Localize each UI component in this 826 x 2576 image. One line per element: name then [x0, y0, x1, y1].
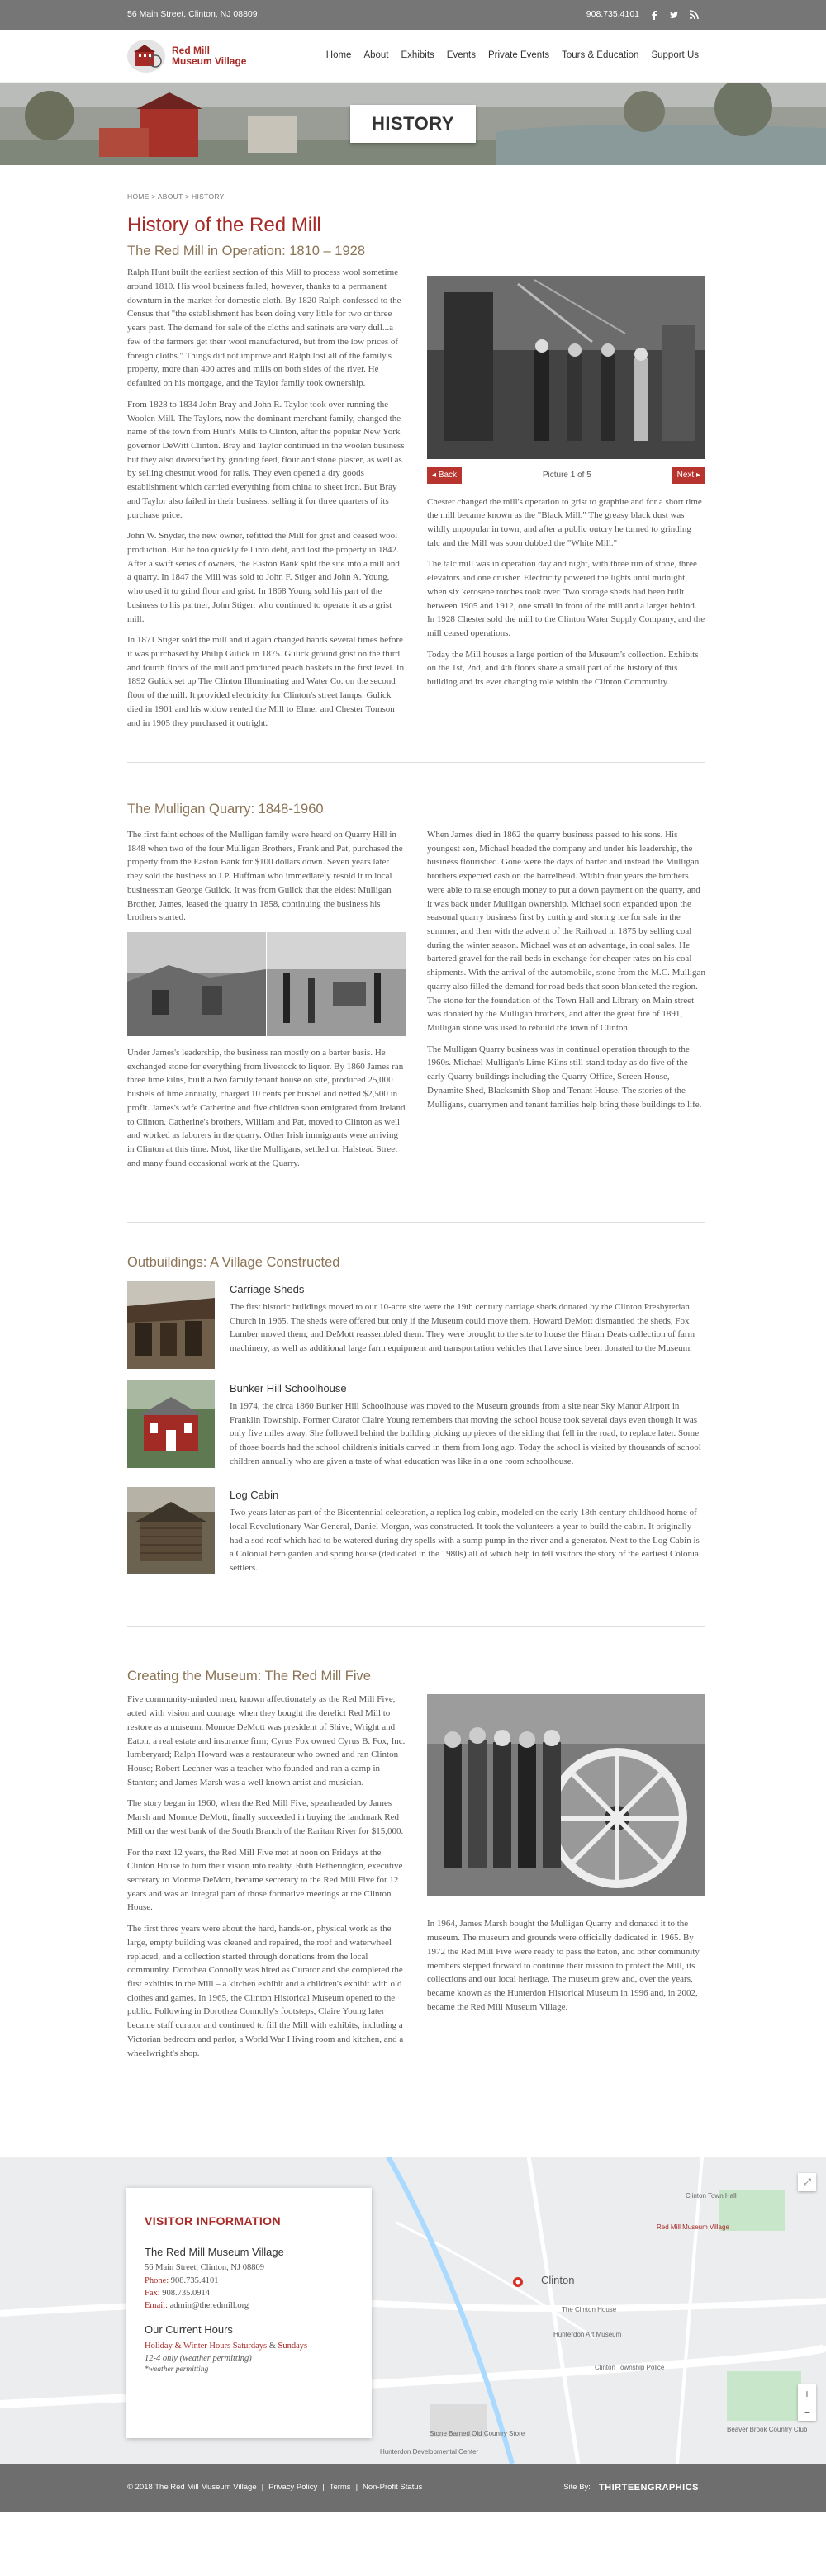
map-fullscreen-icon[interactable]: ⤢	[798, 2173, 816, 2191]
nav-about[interactable]: About	[363, 50, 389, 60]
paragraph: Today the Mill houses a large portion of the Museum's collection. Exhibits on the 1st, 2nd, and 4th floors share a small part of the history of this building and its ever changing role within the Clinton Community.	[427, 649, 699, 688]
footer-link-privacy[interactable]: Privacy Policy	[268, 2483, 318, 2493]
schoolhouse-photo[interactable]	[127, 1380, 215, 1468]
map-label: Beaver Brook Country Club	[727, 2426, 808, 2434]
top-address: 56 Main Street, Clinton, NJ 08809	[127, 9, 258, 20]
map-zoom-control[interactable]	[798, 2384, 816, 2421]
nav-exhibits[interactable]: Exhibits	[401, 50, 434, 60]
map-label: Hunterdon Art Museum	[553, 2331, 622, 2339]
nav-tours-education[interactable]: Tours & Education	[562, 50, 639, 60]
visitor-street: 56 Main Street, Clinton, NJ 08809	[145, 2263, 264, 2273]
log-cabin-photo[interactable]	[127, 1487, 215, 1574]
map-label: Hunterdon Developmental Center	[380, 2448, 479, 2456]
divider	[127, 1626, 705, 1627]
outbuilding-item	[127, 1380, 705, 1475]
carriage-sheds-photo[interactable]	[127, 1281, 215, 1369]
paragraph: In 1964, James Marsh bought the Mulligan Quarry and donated it to the museum. The museum and grounds were officially dedicated in 1965. By 1972 the Red Mill Five were ready to pass the baton, and other community members stepped forward to continue their mission to protect the Mill, its collections and our local heritage. The museum grew and, over the years, became known as the Hunterdon Historical Museum in 1996 and, in 2002, became the Red Mill Museum Village.	[427, 1919, 700, 2012]
visitor-phone[interactable]: 908.735.4101	[170, 2275, 219, 2285]
visitor-name: The Red Mill Museum Village	[145, 2245, 284, 2258]
paragraph: The first historic buildings moved to our 10-acre site were the 19th century carriage sheds donated by the Clinton Presbyterian Church in 1965. The sheds were offered but only if the Museum could move them. Howard DeMott dismantled the sheds, Fox Lumber moved them, and DeMott reassembled them. They were brought to the site to house the Hiram Deats collection of farm machinery, as well as additional large farm equipment and transportation vehicles that have since been donated to the Museum.	[230, 1301, 695, 1353]
outbuilding-title: Bunker Hill Schoolhouse	[230, 1382, 347, 1395]
paragraph: The first faint echoes of the Mulligan family were heard on Quarry Hill in 1848 when two of the four Mulligan Brothers, Frank and Pat, purchased the property from the Easton Bank for $100 dollars down. Seven years later they sold the business to J.P. Huffman who immediately resold it to local businessman George Gulick. It was from Gulick that the eldest Mulligan Brother, James, leased the quarry in 1858, continuing the business his brothers started.	[127, 829, 403, 923]
visitor-heading: VISITOR INFORMATION	[145, 2214, 281, 2228]
slider-counter: Picture 1 of 5	[542, 471, 591, 481]
hours-heading: Our Current Hours	[145, 2323, 233, 2337]
paragraph: John W. Snyder, the new owner, refitted the Mill for grist and ceased wool production. But he too quickly fell into debt, and lost the property in 1842. After a swift series of owners, the Easton Bank split the site into a mill and a quarry. In 1847 the Mill was sold to John F. Stiger and John A. Young, who used it to grind flour and grist. In 1868 Young sold his part of the business to his partner, John Stiger, who continued to operate it as a grist mill.	[127, 531, 400, 624]
quarry-photo-1[interactable]	[127, 932, 266, 1036]
site-footer: © 2018 The Red Mill Museum Village | Privacy Policy | Terms | Non-Profit Status Site By: THIRTEENGRAPHICS	[0, 2464, 826, 2512]
rss-icon[interactable]	[689, 10, 699, 20]
page-title: History of the Red Mill	[127, 213, 321, 236]
map-label: Clinton Township Police	[595, 2364, 665, 2372]
paragraph: The talc mill was in operation day and night, with three run of stone, three elevators and one crusher. Electricity powered the lights until midnight, when six kerosene torches took over. Two storage sheds had been built between 1905 and 1912, one small in front of the mill and a larger behind. In 1928 Chester sold the mill to the Clinton Water Supply Company, and the mill ceased operations.	[427, 559, 705, 638]
outbuilding-title: Log Cabin	[230, 1489, 279, 1502]
section-title-red-mill-five: Creating the Museum: The Red Mill Five	[127, 1668, 371, 1683]
outbuilding-item	[127, 1487, 705, 1582]
map-image	[0, 2157, 826, 2464]
slider-back-button[interactable]: ◂ Back	[427, 467, 462, 483]
paragraph: In 1974, the circa 1860 Bunker Hill Schoolhouse was moved to the Museum grounds from a site near Sky Manor Airport in Franklin Township. Former Curator Claire Young remembers that moving the school house took several days even though it was only five miles away. She followed behind the building picking up pieces of the siding that fell in the road, to replace later. Some of those boards had the school children's initials carved in them from long ago. Today the school is visited by thousands of school children annually who are given a taste of what education was like in a one room schoolhouse.	[230, 1400, 701, 1466]
hero-banner	[0, 83, 826, 165]
map-label: The Clinton House	[562, 2306, 617, 2314]
red-mill-logo-icon	[127, 40, 165, 73]
outbuilding-title: Carriage Sheds	[230, 1283, 305, 1296]
slider-photo[interactable]	[427, 276, 705, 459]
paragraph: When James died in 1862 the quarry business passed to his sons. His youngest son, Michael headed the company and under his leadership, the business flourished. Gone were the days of barter and instead the Mulligan brothers expected cash on the barrelhead. Within four years the brothers were able to raise enough money to put a down payment on the quarry, and it was back under Mulligan ownership. Michael soon expanded upon the seasonal quarry business first by cutting and storing ice for sale in the summer, and then with the advent of the Railroad in 1875 by selling coal during the winter season. Michael was at an advantage, in coal sales. He bartered gravel for the rail beds in exchange for cheaper rates on his coal shipments. With the arrival of the automobile, stone from the M.C. Mulligan quarry also filled the demand for road beds that soon blanketed the region. The stone for the foundation of the Town Hall and Library on Main street was donated by the Mulligan brothers, and after the great fire of 1891, Mulligan stone was used to rebuild the town of Clinton.	[427, 829, 705, 1034]
section-title-mulligan-quarry: The Mulligan Quarry: 1848-1960	[127, 802, 324, 817]
divider	[127, 1222, 705, 1223]
top-phone[interactable]: 908.735.4101	[586, 9, 639, 20]
paragraph: Two years later as part of the Bicentennial celebration, a replica log cabin, modeled on the early 18th century childhood home of local Revolutionary War General, Daniel Morgan, was constructed. It took the volunteers a year to build the cabin. It originally had a sod roof which had to be watered during dry spells with a sump pump in the river and a generator. Next to the Log Cabin is a Colonial herb garden and spring house (dedicated in the 1980s) all of which help to tell visitors the story of the earliest Colonial settlers.	[230, 1508, 701, 1574]
hours-amp: &	[268, 2342, 276, 2351]
red-mill-five-photo[interactable]	[427, 1694, 705, 1896]
section-title-outbuildings: Outbuildings: A Village Constructed	[127, 1255, 340, 1271]
site-logo[interactable]	[127, 40, 246, 73]
hours-days: Holiday & Winter Hours Saturdays	[145, 2342, 268, 2351]
section-title-red-mill: The Red Mill in Operation: 1810 – 1928	[127, 243, 366, 258]
visitor-info-card	[126, 2188, 372, 2438]
nav-home[interactable]: Home	[325, 50, 352, 60]
main-nav	[326, 49, 699, 63]
footer-copyright: © 2018 The Red Mill Museum Village	[127, 2483, 257, 2493]
fax-label: Fax:	[145, 2288, 160, 2298]
paragraph: The first three years were about the hard, hands-on, physical work as the large, empty building was cleaned and repaired, the roof and waterwheel replaced, and a collection started through donations from the local community. Dorothea Connolly was hired as Curator and she completed the first exhibits in the Mill – a kitchen exhibit and a children's exhibit with old clothes and games. In 1965, the Clinton Historical Museum opened to the public. Following in Dorothea Connolly's footsteps, Claire Young later became staff curator and continued to fill the Mill with exhibits, including a Victorian bedroom and parlor, a World War I living room and kitchen, and a wheelwright's shop.	[127, 1924, 404, 2058]
hours-time: 12-4 only (weather permitting)	[145, 2354, 252, 2364]
facebook-icon[interactable]	[649, 10, 659, 20]
hours-note: *weather permitting	[145, 2365, 209, 2375]
paragraph: In 1871 Stiger sold the mill and it again changed hands several times before it was purchased by Philip Gulick in 1875. Gulick ground grist on the third and fourth floors of the mill and produced peach baskets in the first level. In 1892 Gulick set up The Clinton Illuminating and Water Co. on the second floor of the mill. It provided electricity for Clinton's street lamps. Gulick died in 1901 and his widow rented the Mill to Elmer and Chester Tomson and in 1905 they purchased it outright.	[127, 635, 405, 728]
map-label-town: Clinton	[541, 2274, 575, 2287]
site-by-label: Site By:	[563, 2483, 591, 2493]
footer-link-nonprofit[interactable]: Non-Profit Status	[363, 2483, 423, 2493]
hero-title: HISTORY	[350, 105, 476, 143]
slider-next-button[interactable]: Next ▸	[672, 467, 705, 483]
paragraph: For the next 12 years, the Red Mill Five met at noon on Fridays at the Clinton House to turn their vision into reality. Ruth Hetherington, executive secretary to Monroe DeMott, became secretary to the Red Mill Five for 12 years and was an integral part of those formative meetings at the Clinton House.	[127, 1847, 403, 1913]
divider	[127, 762, 705, 763]
paragraph: The story began in 1960, when the Red Mill Five, spearheaded by James Marsh and Monroe DeMott, finally succeeded in buying the landmark Red Mill on the west bank of the South Branch of the Raritan River for $15,000.	[127, 1798, 404, 1836]
logo-line-2: Museum Village	[172, 54, 247, 67]
visitor-fax: 908.735.0914	[162, 2288, 211, 2298]
twitter-icon[interactable]	[669, 10, 679, 20]
visitor-email[interactable]: admin@theredmill.org	[169, 2301, 249, 2311]
map-label: Red Mill Museum Village	[657, 2223, 729, 2232]
phone-label: Phone:	[145, 2275, 169, 2285]
outbuilding-item	[127, 1281, 705, 1369]
location-map[interactable]	[0, 2157, 826, 2464]
breadcrumb[interactable]: HOME > ABOUT > HISTORY	[127, 192, 225, 201]
paragraph: The Mulligan Quarry business was in continual operation through to the 1960s. Michael Mulligan's Lime Kilns still stand today as do five of the early Quarry buildings including the Quarry Office, Screen House, Dynamite Shed, Blacksmith Shop and Tenant House. The stories of the Mulligans, quarrymen and tenant families help bring these buildings to life.	[427, 1044, 702, 1110]
paragraph: Chester changed the mill's operation to grist to graphite and for a short time the mill became known as the "Black Mill." The greasy black dust was wildly unpopular in town, and after a public outcry he turned to grinding talc and the Mill was soon dubbed the "White Mill."	[427, 496, 702, 548]
map-label: Clinton Town Hall	[686, 2192, 737, 2200]
quarry-photo-2[interactable]	[267, 932, 406, 1036]
logo-line-1: Red Mill	[172, 44, 211, 56]
nav-events[interactable]: Events	[446, 50, 476, 60]
map-label: Stone Barned Old Country Store	[430, 2430, 525, 2438]
footer-link-terms[interactable]: Terms	[329, 2483, 351, 2493]
zoom-in-icon[interactable]: +	[803, 2386, 811, 2400]
nav-support-us[interactable]: Support Us	[651, 50, 699, 60]
email-label: Email:	[145, 2301, 168, 2311]
zoom-out-icon[interactable]: −	[803, 2404, 811, 2418]
site-header	[0, 30, 826, 83]
agency-logo[interactable]: THIRTEENGRAPHICS	[598, 2483, 699, 2493]
paragraph: Five community-minded men, known affectionately as the Red Mill Five, acted with vision and courage when they bought the derelict Red Mill to restore as a museum. Monroe DeMott was president of Shive, Wright and Eaton, a real estate and insurance firm; Cyrus Fox owned Cyrus B. Fox, Inc. lumberyard; Ralph Howard was a restaurateur who owned and ran Clinton House; Robert Lechner was a teacher who founded and ran a camp in Stanton; and James Marsh was a well known artist and musician.	[127, 1694, 406, 1788]
hours-sundays: Sundays	[278, 2342, 308, 2351]
paragraph: Under James's leadership, the business ran mostly on a barter basis. He exchanged stone for everything from livestock to liquor. By 1860 James ran three lime kilns, built a two family tenant house on site, produced 25,000 bushels of lime annually, charged 10 cents per bushel and netted $2,500 in profit. James's wife Catherine and five children soon emigrated from Ireland to Clinton. Catherine's brothers, William and Pat, moved to Clinton as well and worked as laborers in the quarry. Other Irish immigrants were arriving in Clinton at this time. Most, like the Mulligans, settled on Halstead Street and many found occasional work at the Quarry.	[127, 1047, 406, 1168]
paragraph: From 1828 to 1834 John Bray and John R. Taylor took over running the Woolen Mill. The Taylors, now the dominant merchant family, changed the name of the town from Hunt's Mills to Clinton, after the popular New York governor DeWitt Clinton. Bray and Taylor continued in the woolen business but they also diversified by grinding feed, flour and stone plaster, as well as by selling chestnut wood for rails. They even opened a dry goods establishment which carried everything from china to sheet iron. But Bray and Taylor also failed in their business, selling it for three quarters of its purchase price.	[127, 399, 405, 520]
paragraph: Ralph Hunt built the earliest section of this Mill to process wool sometime around 1810. His wool business failed, however, thanks to a permanent downturn in the market for domestic cloth. By 1820 Ralph confessed to the Census that "the establishment has been doing very little for two or three years past. The demand for sale of the cloths and satinets are very dull...a few of the farmers get their wool manufactured, but from the low prices of foreign cloths." Things did not improve and Ralph lost all of the family's property, more than 400 acres and mills on both sides of the river. He defaulted on his mortgage, and the Taylor family took ownership.	[127, 268, 401, 389]
top-bar	[0, 0, 826, 30]
nav-private-events[interactable]: Private Events	[487, 50, 550, 60]
